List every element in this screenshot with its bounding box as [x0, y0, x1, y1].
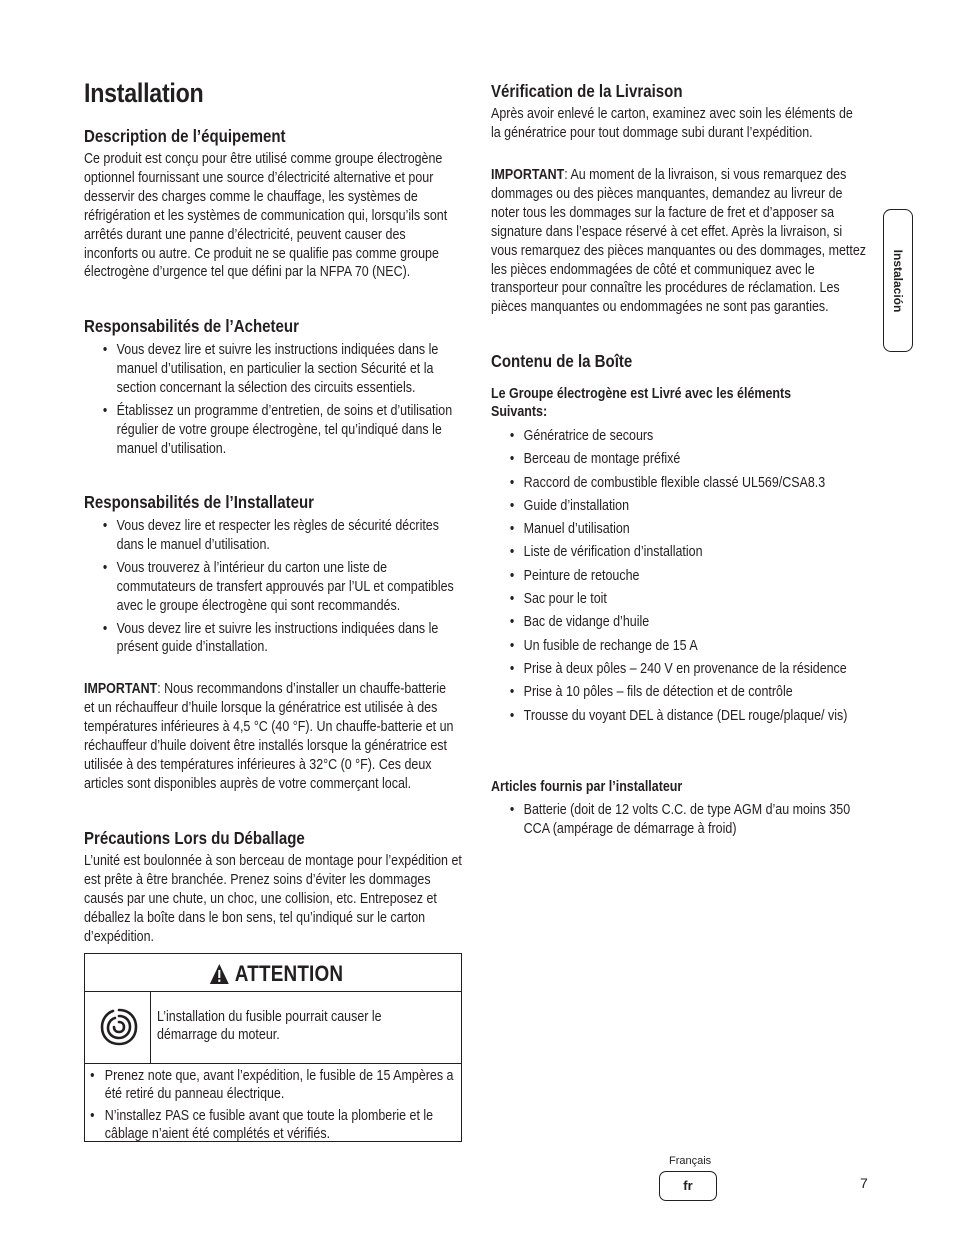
list-item: • Guide d’installation	[491, 497, 869, 516]
important-label: IMPORTANT	[84, 681, 158, 697]
important-text: : Nous recommandons d’installer un chauffe-batterie et un réchauffeur d’huile lorsque la génératrice est utilisée à des températures inférieures à 4,5 °C (40 °F). Un chauffe-batterie et un réchauffeur d’huile doivent être installés lorsque la génératrice est utilisée à des températures inférieures à 32°C (0 °F). Ces deux articles sont disponibles auprès de votre commerçant local.	[84, 681, 454, 792]
attention-text: L’installation du fusible pourrait causer le démarrage du moteur.	[157, 1009, 382, 1043]
verification-heading: Vérification de la Livraison	[491, 81, 683, 101]
attention-header	[85, 954, 461, 992]
important-label: IMPORTANT	[491, 167, 565, 183]
description-heading: Description de l’équipement	[84, 126, 286, 146]
list-item: • Vous devez lire et respecter les règles de sécurité décrites dans le manuel d’utilisation.	[84, 517, 464, 555]
contenu-subheading: Le Groupe électrogène est Livré avec les éléments Suivants:	[491, 386, 792, 420]
acheteur-list	[84, 341, 464, 462]
list-item: • Peinture de retouche	[491, 567, 869, 586]
list-item: • Batterie (doit de 12 volts C.C. de type AGM d’au moins 350 CCA (ampérage de démarrage à froid)	[491, 801, 869, 839]
acheteur-heading: Responsabilités de l’Acheteur	[84, 316, 299, 336]
list-item: • Vous devez lire et suivre les instructions indiquées dans le manuel d’utilisation, en particulier la section Sécurité et la section concernant la sélection des circuits essentiels.	[84, 341, 464, 398]
list-item: • Vous devez lire et suivre les instructions indiquées dans le présent guide d’installation.	[84, 620, 464, 658]
deballage-body: L’unité est boulonnée à son berceau de montage pour l’expédition et est prête à être branchée. Prenez soins d’éviter les dommages causés par une chute, un choc, une collision, etc. Entreposez et déballez la boîte dans le bon sens, tel qu’indiqué sur le carton d’expédition.	[84, 853, 462, 945]
attention-box	[84, 953, 462, 1142]
page-number: 7	[860, 1175, 868, 1191]
list-item: • Prenez note que, avant l’expédition, le fusible de 15 Ampères a été retiré du panneau électrique.	[85, 1067, 455, 1103]
list-item: • Établissez un programme d’entretien, de soins et d’utilisation régulier de votre groupe électrogène, tel qu’indiqué dans le manuel d’utilisation.	[84, 402, 464, 459]
list-item: • Prise à 10 pôles – fils de détection et de contrôle	[491, 683, 869, 702]
warning-triangle-icon	[209, 963, 230, 985]
installer-items-list	[491, 801, 869, 839]
language-label: Français	[669, 1155, 712, 1167]
list-item: • Prise à deux pôles – 240 V en provenance de la résidence	[491, 660, 869, 679]
list-item: • Berceau de montage préfixé	[491, 450, 869, 469]
list-item: • N’installez PAS ce fusible avant que toute la plomberie et le câblage n’aient été complétés et vérifiés.	[85, 1107, 455, 1143]
list-item: • Génératrice de secours	[491, 427, 869, 446]
list-item: • Manuel d’utilisation	[491, 520, 869, 539]
side-tab-label: Instalación	[891, 249, 905, 312]
list-item: • Bac de vidange d’huile	[491, 613, 869, 632]
hazard-icon-cell	[85, 992, 151, 1063]
important-text: : Au moment de la livraison, si vous remarquez des dommages ou des pièces manquantes, demandez au livreur de noter tous les dommages sur la facture de fret et d’apposer sa signature dans l’espace réservé à cet effet. Après la livraison, si vous remarquez des pièces manquantes ou des dommages, mettez les pièces endommagées de côté et communiquez avec le transporteur pour connaître les procédures de réclamation. Les pièces manquantes ou endommagées ne sont pas garanties.	[491, 167, 867, 316]
attention-header-content	[209, 961, 343, 987]
attention-list	[85, 1067, 455, 1147]
rotating-parts-icon	[98, 1006, 140, 1048]
deballage-heading: Précautions Lors du Déballage	[84, 828, 305, 848]
section-side-tab[interactable]	[883, 209, 913, 352]
list-item: • Trousse du voyant DEL à distance (DEL rouge/plaque/ vis)	[491, 707, 869, 726]
list-item: • Liste de vérification d’installation	[491, 543, 869, 562]
description-body: Ce produit est conçu pour être utilisé comme groupe électrogène optionnel fournissant une source d’électricité alternative et pour desservir des charges comme le chauffage, les systèmes de réfrigération et les systèmes de communication qui, lorsqu’ils sont arrêtés durant une panne d’électricité, peuvent causer des inconforts ou autre. Ce produit ne se qualifie pas comme groupe électrogène d’urgence tel que défini par la NFPA 70 (NEC).	[84, 151, 448, 281]
list-item: • Vous trouverez à l’intérieur du carton une liste de commutateurs de transfert approuvés par l’UL et compatibles avec le groupe électrogène qui sont recommandés.	[84, 559, 464, 616]
language-badge[interactable]: fr	[659, 1171, 717, 1201]
installateur-heading: Responsabilités de l’Installateur	[84, 492, 315, 512]
attention-message-row	[85, 992, 461, 1064]
verification-important	[491, 166, 871, 317]
installer-items-heading: Articles fournis par l’installateur	[491, 779, 683, 795]
list-item: • Un fusible de rechange de 15 A	[491, 637, 869, 656]
installateur-important	[84, 680, 454, 793]
list-item: • Raccord de combustible flexible classé UL569/CSA8.3	[491, 474, 869, 493]
contenu-heading: Contenu de la Boîte	[491, 351, 633, 371]
verification-body: Après avoir enlevé le carton, examinez avec soin les éléments de la génératrice pour tout dommage subi durant l’expédition.	[491, 106, 853, 141]
list-item: • Sac pour le toit	[491, 590, 869, 609]
page-title: Installation	[84, 78, 204, 108]
installateur-list	[84, 517, 464, 661]
attention-title: ATTENTION	[234, 961, 344, 986]
contenu-list	[491, 427, 869, 725]
